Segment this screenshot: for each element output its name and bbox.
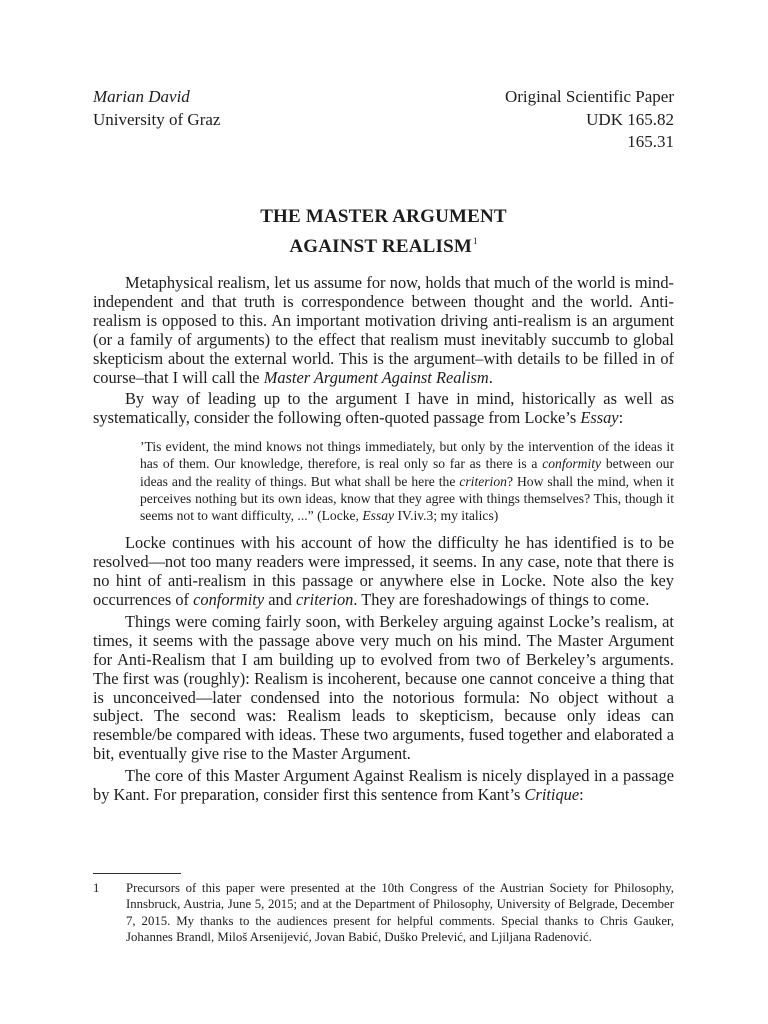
paragraph-2-italic: Essay [580,408,619,428]
udk-code-2: 165.31 [627,132,674,151]
author-block [93,86,220,131]
classification-block [505,86,674,154]
footnote-text: Precursors of this paper were presented at the 10th Congress of the Austrian Society for Philosophy, Innsbruck, Austria, June 5, 2015; and at the Department of Philosophy, University of Belgrade, December 7, 2015. My thanks to the audiences present for helpful comments. Special thanks to Chris Gauker, Johannes Brandl, Miloš Arsenijević, Jovan Babić, Duško Prelević, and Ljiljana Radenović. [126,881,674,945]
paragraph-3-a: Locke continues with his account of how the difficulty he has identified is to be resolved—not too many readers were impressed, it seems. In any case, note that there is no hint of anti-realism in this passage or anywhere else in Locke. Note also the key occurrences of [93,533,674,609]
quote-italic-conformity: conformity [542,456,602,472]
paragraph-5-end: : [579,785,584,805]
title-line-1: THE MASTER ARGUMENT [260,206,507,227]
paper-type: Original Scientific Paper [504,87,674,106]
quote-italic-criterion: criterion [459,473,507,489]
footnote-number: 1 [93,881,100,895]
paragraph-3 [93,534,674,610]
paper-title [93,205,674,259]
paragraph-3-e: . They are foreshadowings of things to come. [353,589,650,609]
quote-part-e: ? How shall the mind, when it perceives nothing but its own ideas, know that they agree with things themselves? This, though it seems not to want difficulty, ...” (Locke, [140,473,674,524]
paragraph-2 [93,390,674,428]
paragraph-5 [93,767,674,805]
paragraph-5-text: The core of this Master Argument Against Realism is nicely displayed in a passage by Kant. For preparation, consider first this sentence from Kant’s [93,766,674,805]
quote-part-c: between our ideas and the reality of things. But what shall be here the [140,456,674,489]
udk-code-1: UDK 165.82 [586,109,674,129]
quote-italic-essay: Essay [362,508,395,524]
paragraph-3-italic-criterion: criterion [296,589,354,609]
paragraph-1-text: Metaphysical realism, let us assume for now, holds that much of the world is mind-independent and that truth is correspondence between thought and the world. Anti-realism is opposed to this. An important motivation driving anti-realism is an argument (or a family of arguments) to the effect that realism must inevitably succumb to global skepticism about the external world. This is the argument–with details to be filled in of course–that I will call the [93,273,674,387]
paragraph-2-text: By way of leading up to the argument I have in mind, historically as well as systematically, consider the following often-quoted passage from Locke’s [93,389,674,428]
paragraph-1-end: . [488,367,493,387]
quote-part-a: ’Tis evident, the mind knows not things immediately, but only by the intervention of the ideas it has of them. Our knowledge, therefore, is real only so far as there is a [140,439,674,472]
paragraph-4: Things were coming fairly soon, with Berkeley arguing against Locke’s realism, at times, it seems with the passage above very much on his mind. The Master Argument for Anti-Realism that I am building up to evolved from two of Berkeley’s arguments. The first was (roughly): Realism is incoherent, because one cannot conceive a thing that is unconceived—later condensed into the notorious formula: No object without a subject. The second was: Realism leads to skepticism, because only ideas can resemble/be compared with ideas. These two arguments, fused together and elaborated a bit, eventually give rise to the Master Argument. [93,611,674,764]
paragraph-2-end: : [618,408,624,428]
title-footnote-mark: 1 [472,236,478,246]
title-line-2 [93,229,674,259]
author-affiliation: University of Graz [93,109,221,129]
paragraph-1-italic: Master Argument Against Realism [263,367,489,387]
footnote-divider [93,873,181,874]
paragraph-1 [93,274,674,387]
paragraph-5-italic: Critique [524,785,580,805]
footnote [93,880,674,946]
block-quote [140,438,674,524]
author-name: Marian David [93,87,190,106]
paragraph-3-c: and [264,589,296,609]
title-line-2-text: AGAINST REALISM [289,236,472,257]
paper-body [93,274,674,805]
paragraph-3-italic-conformity: conformity [193,589,265,609]
quote-part-g: IV.iv.3; my italics) [394,508,499,524]
